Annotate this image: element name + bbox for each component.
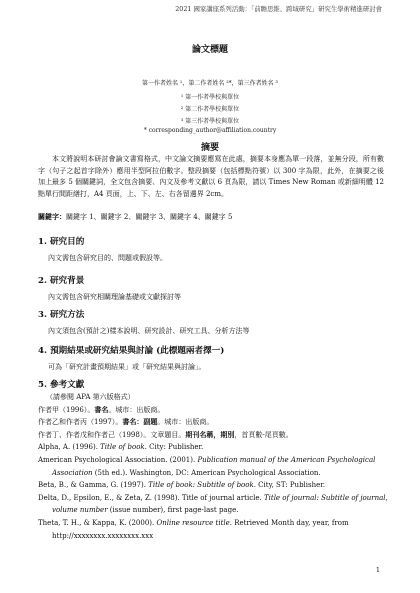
reference-entry: 作者甲（1996）。書名。城市：出版商。 (38, 404, 165, 414)
keywords-line (38, 211, 384, 223)
author-line: 第一作者姓名 ¹，第二作者姓名 ²*，第三作者姓名 ³ (142, 80, 278, 87)
paper-title: 論文標題 (191, 45, 228, 55)
section-title-references: 5. 參考文獻 (38, 380, 85, 390)
reference-entry: 作者丁、作者戊和作者己（1998）。文章題目。期刊名稱，期別，首頁數-尾頁數。 (38, 429, 293, 439)
reference-entry: 作者乙和作者丙（1997）。書名：副題。城市：出版商。 (38, 417, 214, 427)
reference-entry: Alpha, A. (1996). Title of book. City: Publisher. (38, 443, 204, 452)
affiliation-1: ¹ 第一作者學校與單位 (180, 94, 240, 101)
section-title-background: 2. 研究背景 (38, 276, 85, 286)
section-body-background: 內文需包含研究相關理論基礎或文獻探討等 (48, 293, 181, 301)
affiliation-2: ² 第二作者學校與單位 (180, 106, 240, 113)
corresponding-email: * corresponding_author@affiliation.country (143, 127, 277, 134)
abstract-text: 本文將說明本研討會論文書寫格式，中文論文摘要應寫在此處，摘要本身應為單一段落，並無分段，所有數字（句子之起首字除外）應用半型阿拉伯數字。整段摘要（包括標點符號）以 300 字為限，此外，在摘要之後加上最多 5 個關鍵詞，全文包含摘要、內文及參考文獻以 6 頁為限，請以 Times New Roman 或新細明體 12 點單行間距繕打，A4 頁面，上、下、左、右各留邊界 2cm。 (38, 155, 384, 198)
section-body-method: 內文須包含(預計之)樣本說明、研究設計、研究工具、分析方法等 (48, 327, 250, 335)
section-body-results: 可為「研究計畫預期結果」或「研究結果與討論」。 (48, 363, 206, 371)
abstract-heading: 摘要 (200, 143, 219, 153)
page-number: 1 (375, 566, 380, 574)
reference-entry: American Psychological Association. (2001). Publication manual of the American Psychological Association (5th ed.). Washington, DC: American Psychological Association. (38, 455, 376, 477)
reference-list (38, 391, 388, 542)
reference-format-note: （請參閱 APA 第六版格式） (46, 393, 135, 401)
keywords-text: 關鍵字 1、關鍵字 2、關鍵字 3、關鍵字 4、關鍵字 5 (66, 213, 233, 221)
section-title-purpose: 1. 研究目的 (38, 237, 85, 247)
abstract-body (38, 154, 384, 200)
reference-entry: Delta, D., Epsilon, E., & Zeta, Z. (1998). Title of journal article. Title of journal: Subtitle of journal, volume number (issue number), first page-last page. (38, 493, 388, 515)
keywords-label: 關鍵字： (38, 212, 66, 221)
affiliation-3: ³ 第三作者學校與單位 (180, 118, 240, 125)
running-header: 2021 國家講座系列活動：「前瞻思維、跨域研究」研究生學術精進研討會 (175, 5, 382, 13)
reference-entry: Beta, B., & Gamma, G. (1997). Title of book: Subtitle of book. City, ST: Publisher. (38, 481, 326, 490)
section-title-method: 3. 研究方法 (38, 310, 85, 320)
reference-entry: Theta, T. H., & Kappa, K. (2000). Online resource title. Retrieved Month day, year, from http://xxxxxxxx.xxxxxxxx.xxx (38, 518, 349, 540)
section-body-purpose: 內文需包含研究目的、問題或假設等。 (48, 254, 167, 262)
section-title-results: 4. 預期結果或研究結果與討論 (此標題兩者擇一) (38, 346, 225, 356)
